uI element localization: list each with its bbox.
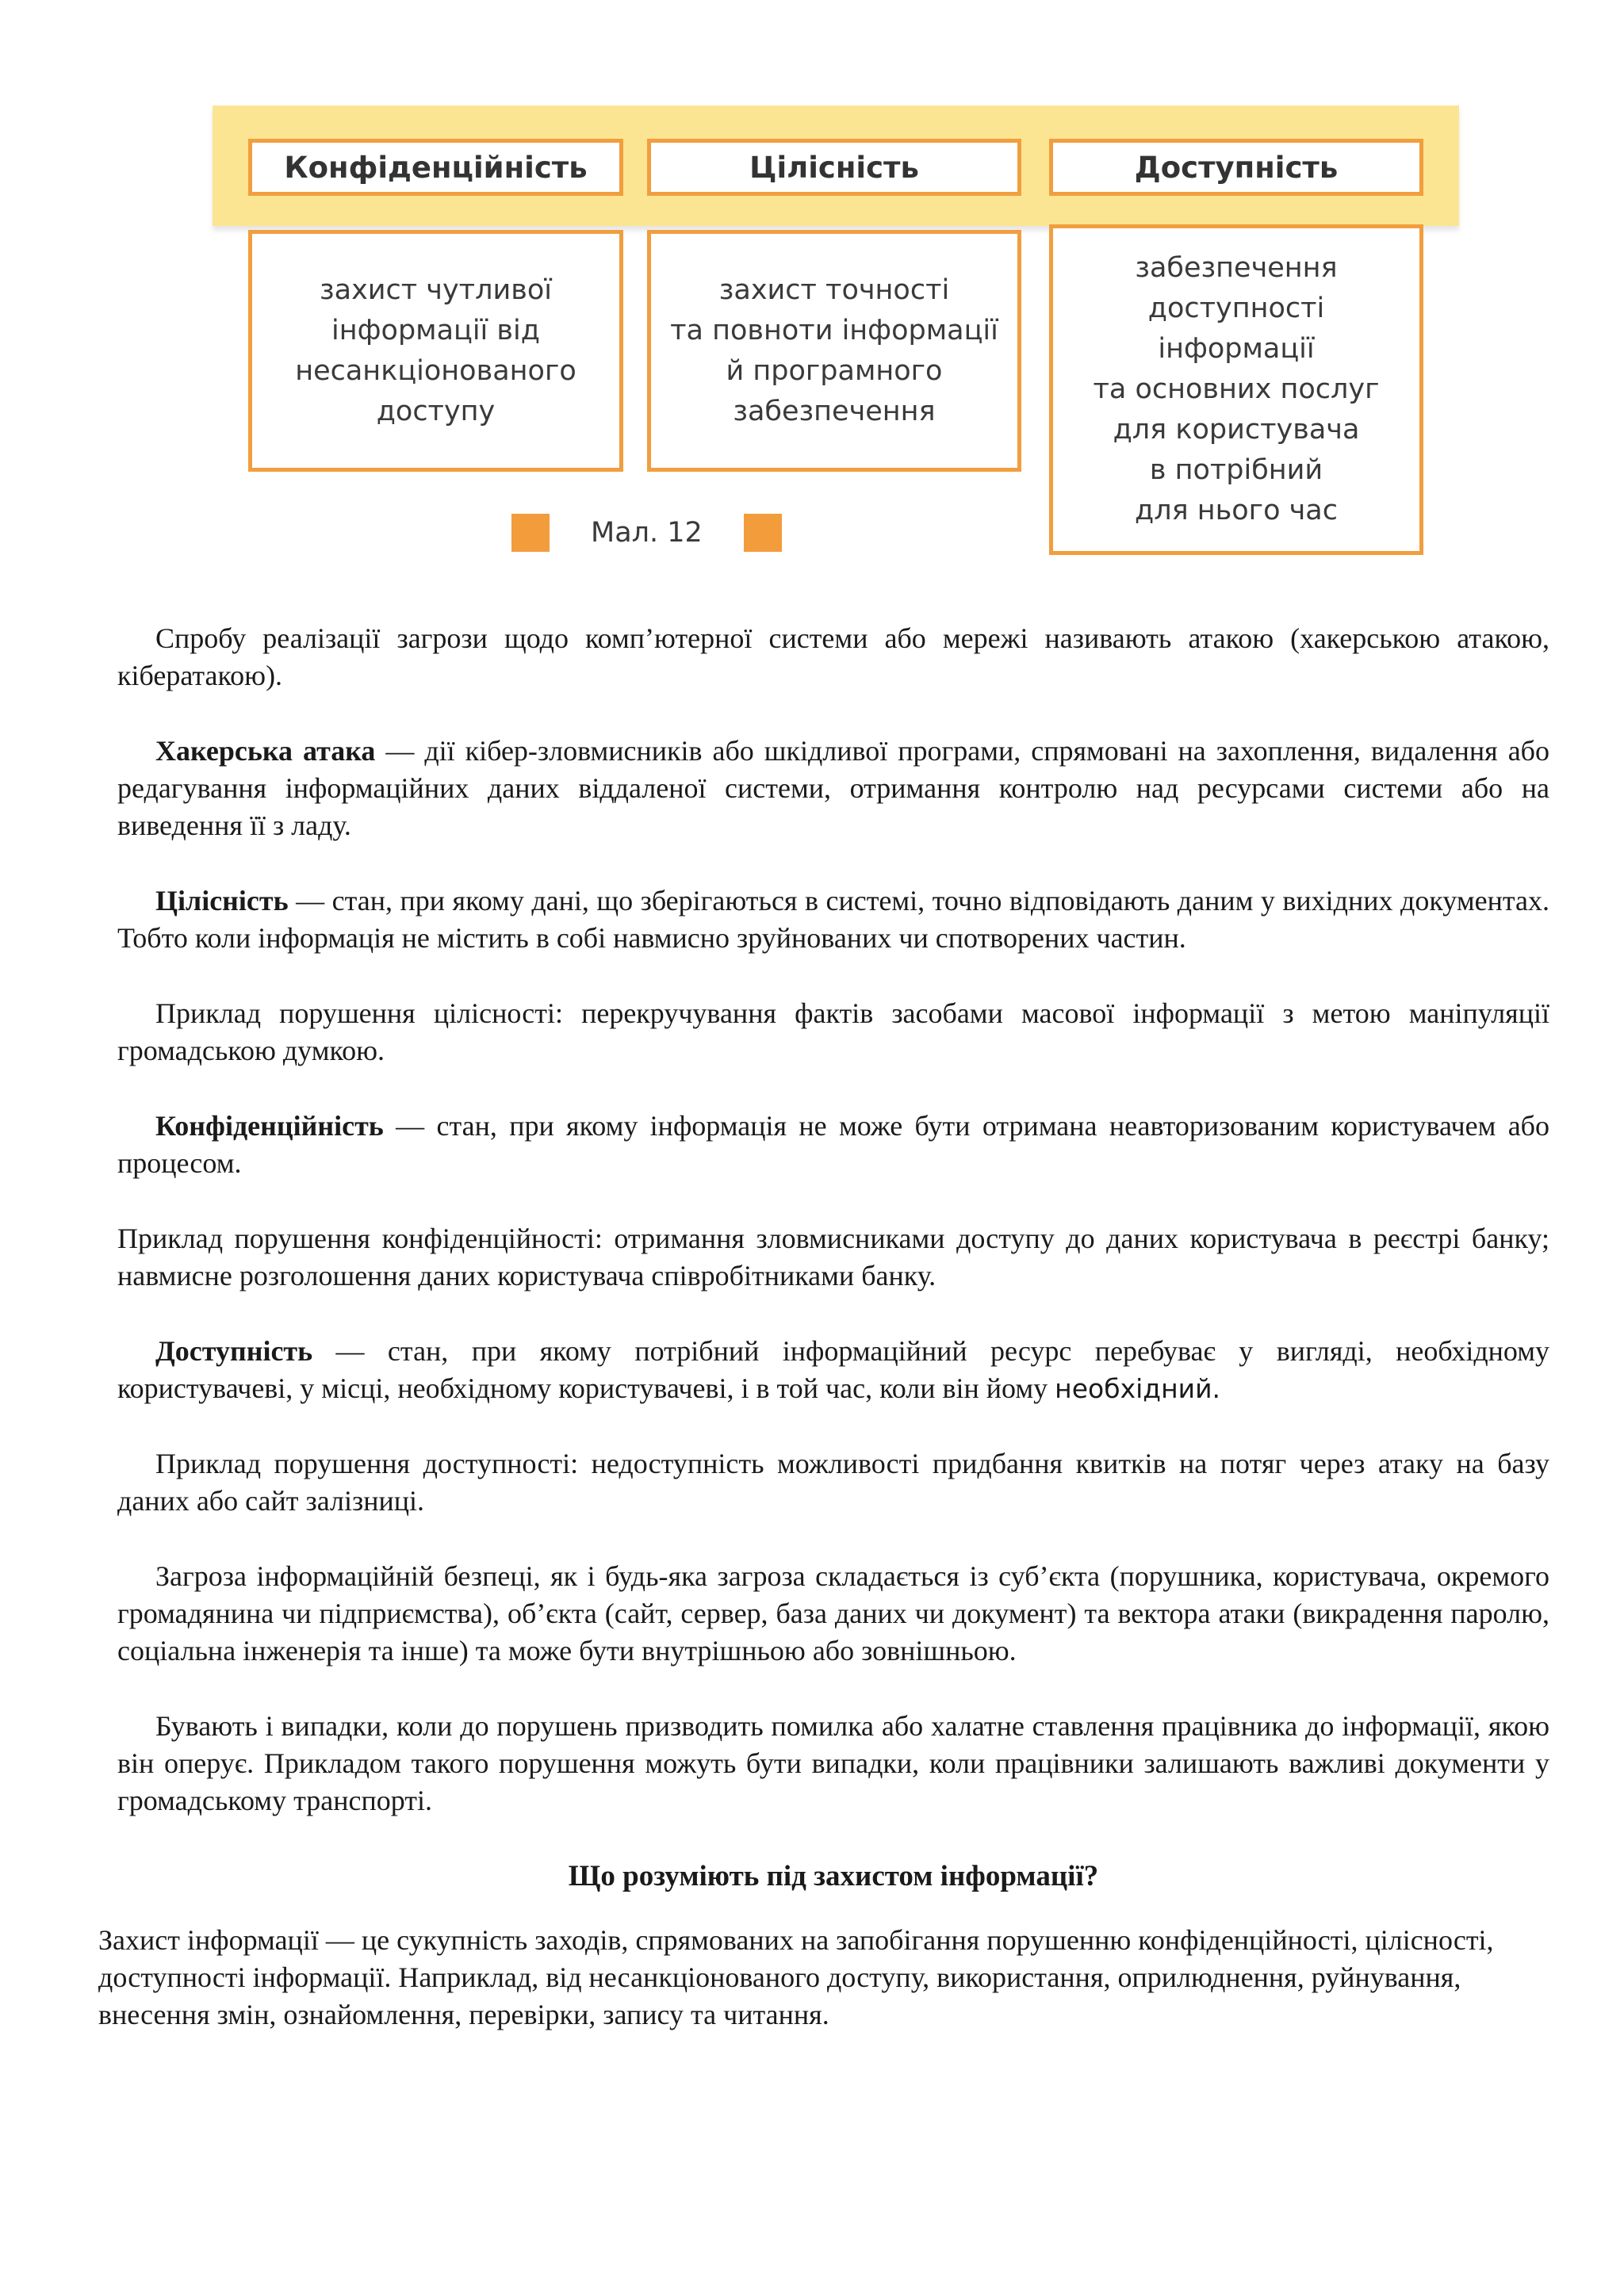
paragraph <box>117 882 1549 957</box>
paragraph-tail-text: необхідний. <box>1055 1373 1221 1404</box>
paragraph <box>117 733 1549 844</box>
column-body-availability: забезпечення доступності інформації та основних послуг для користувача в потрібний для нього час <box>1049 224 1423 555</box>
column-body-confidentiality: захист чутливої інформації від несанкціонованого доступу <box>248 230 623 472</box>
caption-left-square-icon <box>511 514 550 552</box>
caption-right-square-icon <box>744 514 782 552</box>
paragraph <box>117 1708 1549 1820</box>
paragraph <box>117 1445 1549 1520</box>
section-heading: Що розуміють під захистом інформації? <box>568 1860 1099 1892</box>
document-body <box>98 620 1549 2034</box>
paragraph-text: — дії кібер-зловмисників або шкідливої програми, спрямовані на захоплення, видалення або редагування інформаційних даних віддаленої системи, отримання контролю над ресурсами системи або на виведення її з ладу. <box>117 735 1549 841</box>
paragraph-text: Бувають і випадки, коли до порушень призводить помилка або халатне ставлення працівника до інформації, якою він оперує. Прикладом такого порушення можуть бути випадки, коли працівники залишають важливі документи у громадському транспорті. <box>117 1710 1549 1816</box>
paragraph-text: — стан, при якому інформація не може бути отримана неавторизованим користувачем або процесом. <box>117 1110 1549 1179</box>
paragraph-text: Загроза інформаційній безпеці, як і будь-яка загроза складається із суб’єкта (порушника, користувача, окремого громадянина чи підприємства), об’єкта (сайт, сервер, база даних чи документ) та вектора атаки (викрадення паролю, соціальна інженерія та інше) та може бути внутрішньою або зовнішньою. <box>117 1560 1549 1667</box>
paragraph <box>117 1558 1549 1670</box>
paragraph-text: Приклад порушення доступності: недоступність можливості придбання квитків на потяг через атаку на базу даних або сайт залізниці. <box>117 1448 1549 1517</box>
term-availability: Доступність <box>155 1335 313 1367</box>
paragraph-text: Спробу реалізації загрози щодо комп’ютерної системи або мережі називають атакою (хакерською атакою, кібератакою). <box>117 622 1549 691</box>
paragraph <box>117 1333 1549 1407</box>
column-body-integrity: захист точності та повноти інформації й програмного забезпечення <box>647 230 1021 472</box>
paragraph <box>117 995 1549 1070</box>
term-integrity: Цілісність <box>155 885 289 916</box>
paragraph <box>117 620 1549 695</box>
column-title-integrity: Цілісність <box>647 139 1021 196</box>
final-paragraph: Захист інформації — це сукупність заходів, спрямованих на запобігання порушенню конфіденційності, цілісності, доступності інформації. Наприклад, від несанкціонованого доступу, використання, оприлюднення, руйнування, внесення змін, ознайомлення, перевірки, запису та читання. <box>98 1924 1494 2030</box>
column-title-availability: Доступність <box>1049 139 1423 196</box>
term-confidentiality: Конфіденційність <box>155 1110 384 1142</box>
paragraph <box>117 1108 1549 1182</box>
term-hacker-attack: Хакерська атака <box>155 735 376 767</box>
figure-cia-triad <box>0 0 1624 571</box>
paragraph-text: Приклад порушення цілісності: перекручування фактів засобами масової інформації з метою маніпуляції громадською думкою. <box>117 997 1549 1066</box>
paragraph-text: — стан, при якому потрібний інформаційний ресурс перебуває у вигляді, необхідному користувачеві, у місці, необхідному користувачеві, і в той час, коли він йому <box>117 1335 1549 1404</box>
paragraph <box>117 1220 1549 1295</box>
paragraph-text: — стан, при якому дані, що зберігаються в системі, точно відповідають даним у вихідних документах. Тобто коли інформація не містить в собі навмисно зруйнованих чи спотворених частин. <box>117 885 1549 954</box>
column-title-confidentiality: Конфіденційність <box>248 139 623 196</box>
figure-caption: Мал. 12 <box>591 517 703 549</box>
paragraph-text: Приклад порушення конфіденційності: отримання зловмисниками доступу до даних користувача в реєстрі банку; навмисне розголошення даних користувача співробітниками банку. <box>117 1223 1549 1292</box>
